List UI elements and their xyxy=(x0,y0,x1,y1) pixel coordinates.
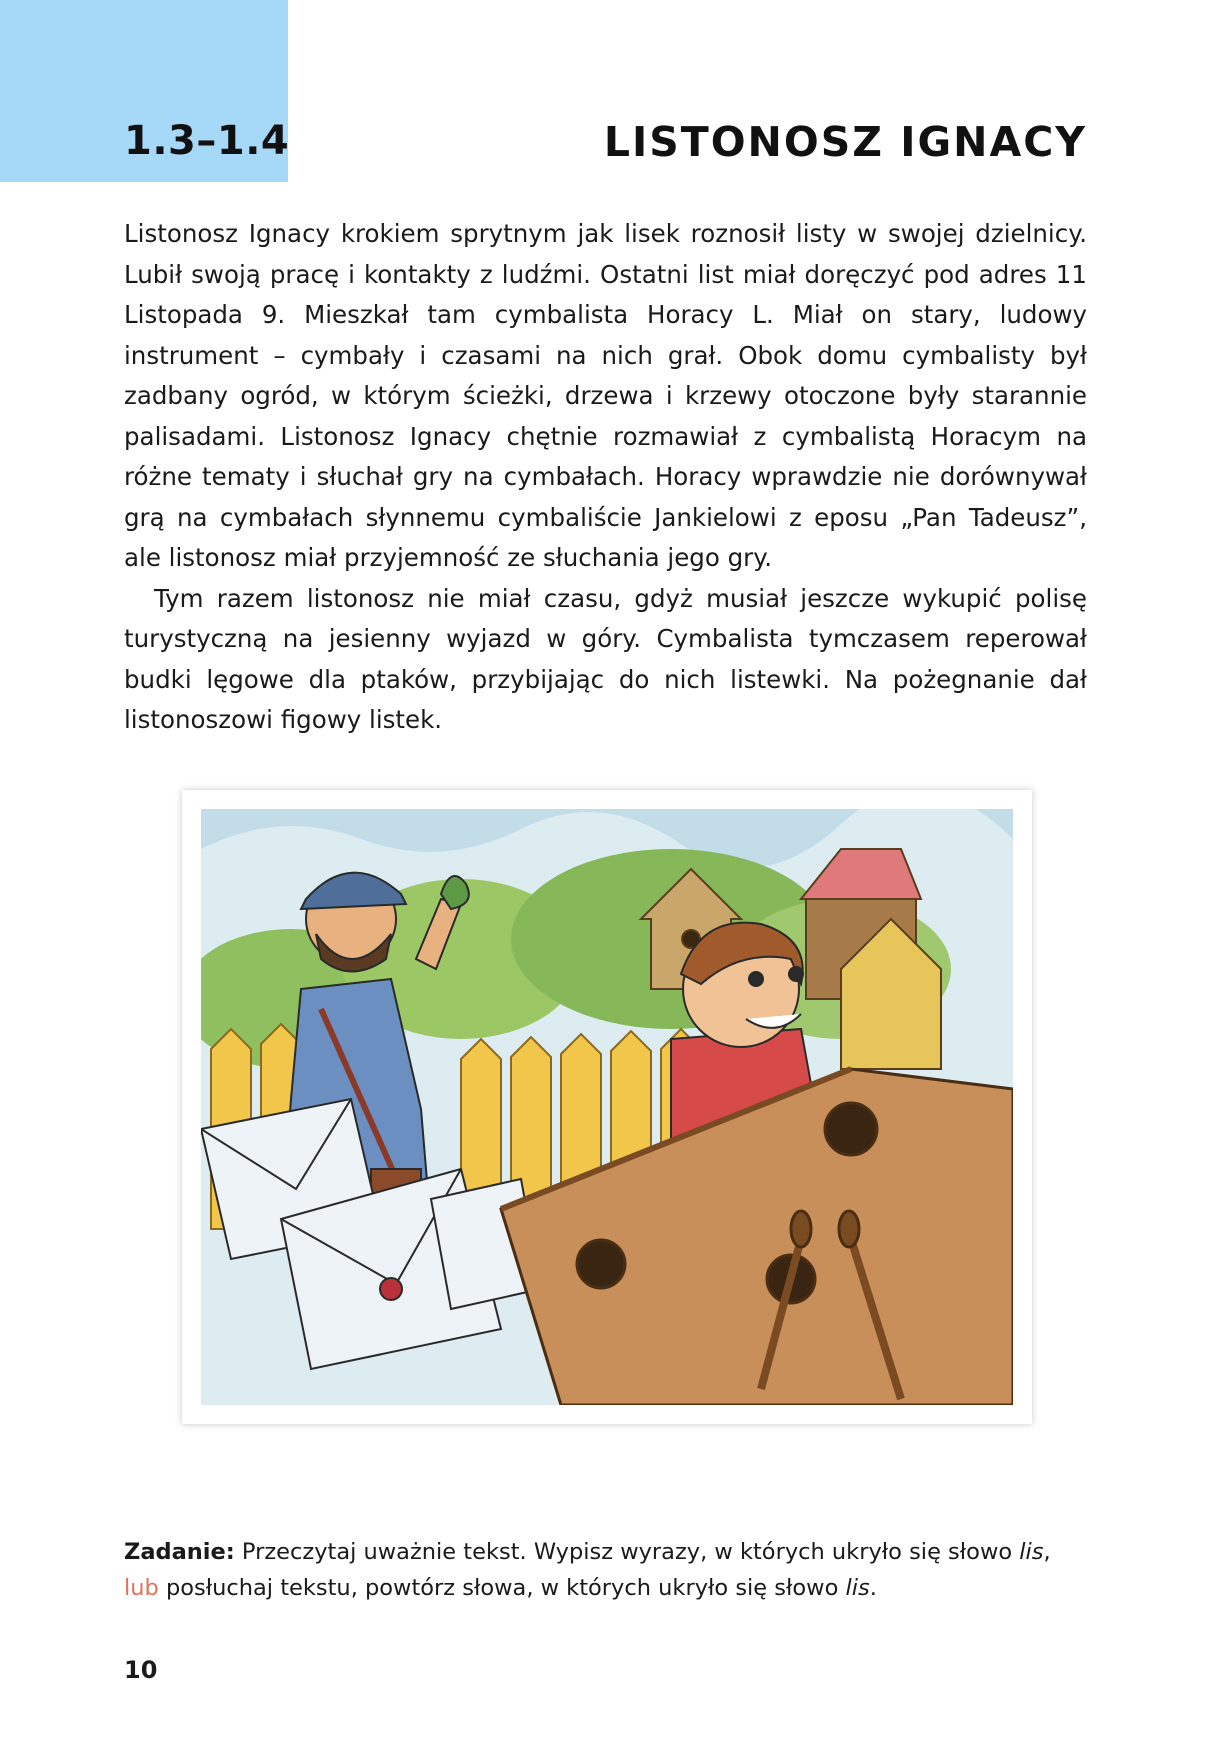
page-number: 10 xyxy=(124,1656,158,1684)
story-paragraph-1: Listonosz Ignacy krokiem sprytnym jak lisek roznosił listy w swojej dzielnicy. Lubił swoją pracę i kontakty z ludźmi. Ostatni list miał doręczyć pod adres 11 Listopada 9. Mieszkał tam cymbalista Horacy L. Miał on stary, ludowy instrument – cymbały i czasami na nich grał. Obok domu cymbalisty był zadbany ogród, w którym ścieżki, drzewa i krzewy otoczone były starannie palisadami. Listonosz Ignacy chętnie rozmawiał z cymbalistą Horacym na różne tematy i słuchał gry na cymbałach. Horacy wprawdzie nie dorównywał grą na cymbałach słynnemu cymbaliście Jankielowi z eposu „Pan Tadeusz”, ale listonosz miał przyjemność ze słuchania jego gry. xyxy=(124,219,1087,572)
illustration-image xyxy=(201,809,1013,1405)
story-text xyxy=(124,214,1087,741)
task-word-2: lis xyxy=(845,1575,870,1601)
task-word-1: lis xyxy=(1019,1539,1044,1565)
task-text-part2: , xyxy=(1043,1539,1051,1565)
story-paragraph-2: Tym razem listonosz nie miał czasu, gdyż musiał jeszcze wykupić polisę turystyczną na jesienny wyjazd w góry. Cymbalista tymczasem reperował budki lęgowe dla ptaków, przybijając do nich listewki. Na pożegnanie dał listonoszowi figowy listek. xyxy=(124,583,1087,734)
page-title: LISTONOSZ IGNACY xyxy=(603,118,1087,166)
task-alternative-label: lub xyxy=(124,1575,159,1601)
task-label: Zadanie: xyxy=(124,1539,235,1565)
task-text-part4: . xyxy=(869,1575,877,1601)
task-text-part3: posłuchaj tekstu, powtórz słowa, w których ukryło się słowo xyxy=(158,1575,846,1601)
task-text-part1: Przeczytaj uważnie tekst. Wypisz wyrazy, w których ukryło się słowo xyxy=(234,1539,1020,1565)
illustration-frame xyxy=(182,790,1032,1424)
task-instruction xyxy=(124,1534,1104,1606)
section-number: 1.3–1.4 xyxy=(124,118,290,164)
